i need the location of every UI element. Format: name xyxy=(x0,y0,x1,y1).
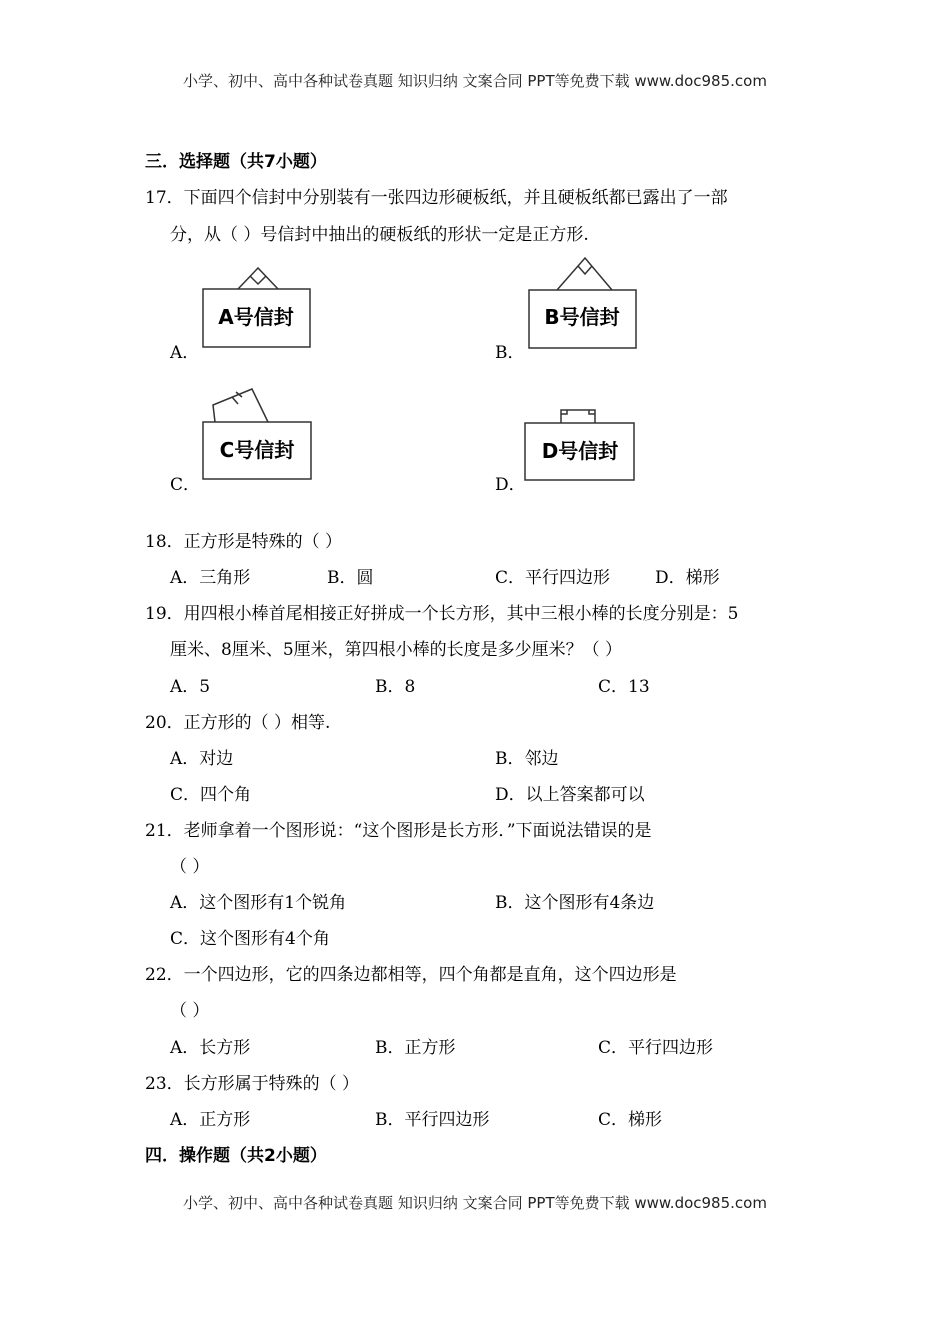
q21-option-a: A．这个图形有1个锐角 xyxy=(170,893,347,913)
question-17-line2: 分，从（ ）号信封中抽出的硬板纸的形状一定是正方形. xyxy=(170,225,589,245)
envelope-c-card xyxy=(213,389,268,422)
question-21-line1: 21．老师拿着一个图形说：“这个图形是长方形．”下面说法错误的是 xyxy=(145,821,652,841)
q22-option-a: A．长方形 xyxy=(170,1038,251,1058)
envelope-b-label: B号信封 xyxy=(544,305,620,329)
question-23-stem: 23．长方形属于特殊的（ ） xyxy=(145,1074,360,1094)
q20-option-a: A．对边 xyxy=(170,749,234,769)
q21-option-c: C．这个图形有4个角 xyxy=(170,929,330,949)
envelope-d-card xyxy=(561,410,595,423)
question-19-line1: 19．用四根小棒首尾相接正好拼成一个长方形，其中三根小棒的长度分别是：5 xyxy=(145,604,739,624)
q18-option-c: C．平行四边形 xyxy=(495,568,611,588)
q21-option-b: B．这个图形有4条边 xyxy=(495,893,655,913)
question-21-line2: （ ） xyxy=(170,857,210,877)
q20-option-d: D．以上答案都可以 xyxy=(495,785,645,805)
question-22-line2: （ ） xyxy=(170,1001,210,1021)
page-footer: 小学、初中、高中各种试卷真题 知识归纳 文案合同 PPT等免费下载 www.doc985.com xyxy=(183,1194,767,1212)
q20-option-c: C．四个角 xyxy=(170,785,252,805)
q22-option-b: B．正方形 xyxy=(375,1038,456,1058)
q19-option-a: A．5 xyxy=(170,677,211,697)
question-22-line1: 22．一个四边形，它的四条边都相等，四个角都是直角，这个四边形是 xyxy=(145,965,677,985)
q18-option-a: A．三角形 xyxy=(170,568,251,588)
q19-option-c: C．13 xyxy=(598,677,650,697)
question-17-line1: 17．下面四个信封中分别装有一张四边形硬板纸，并且硬板纸都已露出了一部 xyxy=(145,188,728,208)
q17-option-c-label: C． xyxy=(170,475,201,495)
question-19-line2: 厘米、8厘米、5厘米，第四根小棒的长度是多少厘米？（ ） xyxy=(170,640,623,660)
envelope-a-card xyxy=(238,268,278,289)
question-20-stem: 20．正方形的（ ）相等. xyxy=(145,713,331,733)
q17-option-b-label: B． xyxy=(495,343,525,363)
q23-option-b: B．平行四边形 xyxy=(375,1110,490,1130)
envelope-a-label: A号信封 xyxy=(218,305,294,329)
q17-option-d-label: D． xyxy=(495,475,526,495)
question-18-stem: 18．正方形是特殊的（ ） xyxy=(145,532,343,552)
envelope-c-label: C号信封 xyxy=(219,438,295,462)
q18-option-b: B．圆 xyxy=(327,568,374,588)
section-title-operation: 四．操作题（共2小题） xyxy=(145,1146,327,1166)
section-title-choice: 三．选择题（共7小题） xyxy=(145,152,327,172)
q17-option-a-label: A． xyxy=(170,343,200,363)
q19-option-b: B．8 xyxy=(375,677,416,697)
q23-option-c: C．梯形 xyxy=(598,1110,663,1130)
q18-option-d: D．梯形 xyxy=(655,568,720,588)
envelope-figures xyxy=(0,0,950,520)
q20-option-b: B．邻边 xyxy=(495,749,559,769)
q22-option-c: C．平行四边形 xyxy=(598,1038,714,1058)
q23-option-a: A．正方形 xyxy=(170,1110,251,1130)
envelope-d-label: D号信封 xyxy=(541,439,619,463)
page-header: 小学、初中、高中各种试卷真题 知识归纳 文案合同 PPT等免费下载 www.doc985.com xyxy=(183,72,767,90)
